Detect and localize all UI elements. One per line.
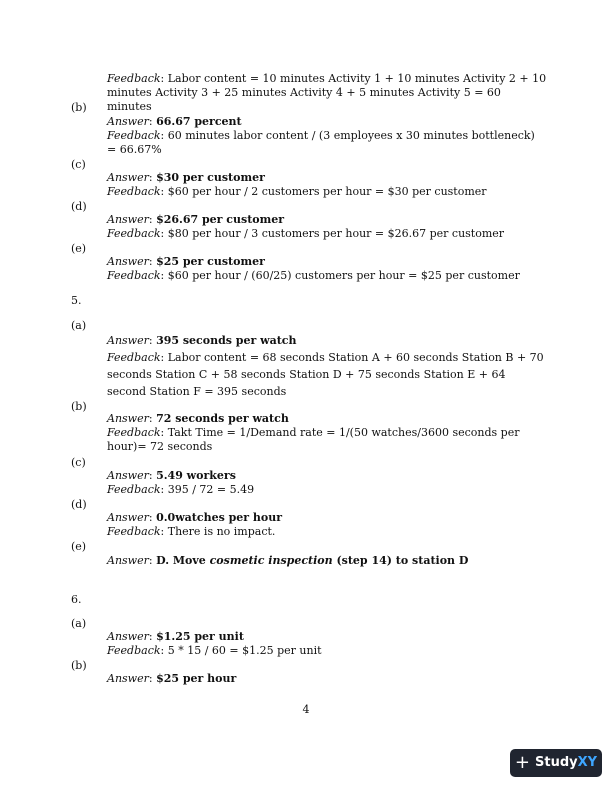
- feedback-label: Feedback: [107, 269, 161, 282]
- q5b-feedback: [107, 426, 547, 454]
- q5c-answer: Answer: 5.49 workers: [107, 469, 236, 482]
- q6a-label: (a): [71, 617, 87, 630]
- q5a-feedback: [107, 349, 547, 400]
- feedback-text: : 60 minutes labor content / (3 employees x 30 minutes bottleneck) = 66.67%: [107, 129, 535, 156]
- answer-value: 5.49 workers: [156, 469, 236, 482]
- feedback-label: Feedback: [107, 644, 161, 657]
- feedback-label: Feedback: [107, 525, 161, 538]
- answer-label: Answer: [107, 171, 149, 184]
- plus-icon: +: [514, 752, 531, 773]
- feedback-text: : 5 * 15 / 60 = $1.25 per unit: [160, 644, 322, 657]
- q4d-feedback: [107, 227, 547, 241]
- studyxy-badge[interactable]: [510, 749, 602, 777]
- q4a-feedback: [107, 72, 547, 114]
- answer-suffix: (step 14) to station D: [332, 554, 469, 567]
- answer-label: Answer: [107, 334, 149, 347]
- feedback-text: : $60 per hour / (60/25) customers per hour = $25 per customer: [160, 269, 520, 282]
- q5a-label: (a): [71, 319, 87, 332]
- q6a-answer: Answer: $1.25 per unit: [107, 630, 244, 643]
- answer-label: Answer: [107, 672, 149, 685]
- answer-label: Answer: [107, 630, 149, 643]
- feedback-label: Feedback: [107, 483, 161, 496]
- feedback-text: : Takt Time = 1/Demand rate = 1/(50 watches/3600 seconds per hour)= 72 seconds: [107, 426, 520, 453]
- answer-value: 0.0watches per hour: [156, 511, 283, 524]
- q5e-label: (e): [71, 540, 87, 553]
- answer-value: $25 per hour: [156, 672, 237, 685]
- q4c-feedback: [107, 185, 547, 199]
- q4c-label: (c): [71, 158, 86, 171]
- q5b-answer: Answer: 72 seconds per watch: [107, 412, 289, 425]
- answer-value: 395 seconds per watch: [156, 334, 297, 347]
- feedback-text: : There is no impact.: [160, 525, 276, 538]
- q4e-answer: Answer: $25 per customer: [107, 255, 265, 268]
- q6b-answer: Answer: $25 per hour: [107, 672, 237, 685]
- answer-label: Answer: [107, 554, 149, 567]
- answer-value: $26.67 per customer: [156, 213, 285, 226]
- feedback-label: Feedback: [107, 426, 161, 439]
- q4b-label: (b): [71, 101, 87, 114]
- q6a-feedback: [107, 644, 547, 658]
- answer-value: $1.25 per unit: [156, 630, 244, 643]
- q6b-label: (b): [71, 659, 87, 672]
- feedback-text: : Labor content = 10 minutes Activity 1 + 10 minutes Activity 2 + 10 minutes Activity 3 + 25 minutes Activity 4 + 5 minutes Activity 5 = 60 minutes: [107, 72, 547, 113]
- answer-value: 66.67 percent: [156, 115, 242, 128]
- feedback-text: : $60 per hour / 2 customers per hour = $30 per customer: [160, 185, 487, 198]
- answer-italic: cosmetic inspection: [209, 554, 333, 567]
- q4e-label: (e): [71, 242, 87, 255]
- q5b-label: (b): [71, 400, 87, 413]
- q4e-feedback: [107, 269, 547, 283]
- q5c-feedback: [107, 483, 547, 497]
- brand-accent-text: XY: [577, 755, 598, 770]
- feedback-text: : $80 per hour / 3 customers per hour = $26.67 per customer: [160, 227, 505, 240]
- feedback-text: : Labor content = 68 seconds Station A + 60 seconds Station B + 70 seconds Station C + 58 seconds Station D + 75 seconds Station E + 64 second Station F = 395 seconds: [107, 351, 544, 398]
- q4b-answer: Answer: 66.67 percent: [107, 115, 242, 128]
- brand-text: Study: [535, 755, 578, 770]
- answer-label: Answer: [107, 469, 149, 482]
- page-number: 4: [302, 703, 310, 716]
- q5e-answer: Answer: D. Move cosmetic inspection (step 14) to station D: [107, 554, 469, 567]
- q5d-answer: Answer: 0.0watches per hour: [107, 511, 283, 524]
- answer-label: Answer: [107, 115, 149, 128]
- answer-label: Answer: [107, 213, 149, 226]
- q4d-answer: Answer: $26.67 per customer: [107, 213, 285, 226]
- q5c-label: (c): [71, 456, 86, 469]
- answer-prefix: D. Move: [156, 554, 210, 567]
- answer-label: Answer: [107, 412, 149, 425]
- q4c-answer: Answer: $30 per customer: [107, 171, 265, 184]
- q4d-label: (d): [71, 200, 87, 213]
- answer-value: $25 per customer: [156, 255, 265, 268]
- answer-value: $30 per customer: [156, 171, 265, 184]
- feedback-label: Feedback: [107, 227, 161, 240]
- q5a-answer: Answer: 395 seconds per watch: [107, 334, 297, 347]
- answer-value: [156, 554, 468, 567]
- answer-value: 72 seconds per watch: [156, 412, 289, 425]
- q5d-label: (d): [71, 498, 87, 511]
- q5-number: 5.: [71, 294, 82, 307]
- feedback-label: Feedback: [107, 129, 161, 142]
- feedback-label: Feedback: [107, 351, 161, 364]
- q5d-feedback: [107, 525, 547, 539]
- q4b-feedback: [107, 129, 547, 157]
- feedback-text: : 395 / 72 = 5.49: [160, 483, 255, 496]
- feedback-label: Feedback: [107, 72, 161, 85]
- feedback-label: Feedback: [107, 185, 161, 198]
- answer-label: Answer: [107, 511, 149, 524]
- q6-number: 6.: [71, 593, 82, 606]
- answer-label: Answer: [107, 255, 149, 268]
